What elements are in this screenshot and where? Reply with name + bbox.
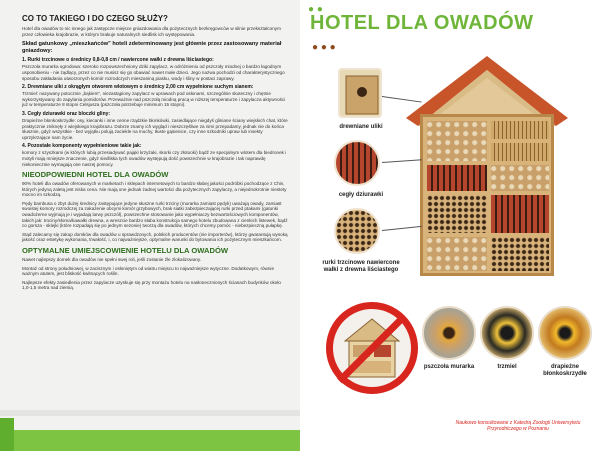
material-1-title: 1. Rurki trzcinowe o średnicy 0,8-0,8 cm / nawiercone wałki z drewna liściastego:: [22, 57, 214, 64]
bad-paragraph-1: 90% hoteli dla owadów oferowanych w marketach i sklepach internetowych to bardzo słabej jakości podróbki pochodzące z Chin, których jedyną zaletą jest niska cena. Nie mają one jednak żadnej wartości dla pożytecznych zapylaczy, a niejednokrotnie niestety mocno im szkodzą.: [22, 181, 287, 198]
heading-what-is-it: CO TO TAKIEGO I DO CZEGO SŁUŻY?: [22, 14, 168, 23]
green-stripe-bottom: [14, 430, 300, 451]
heading-placement: OPTYMALNE UMIEJSCOWIENIE HOTELU DLA OWADÓW: [22, 246, 229, 256]
info-text: [22, 14, 288, 294]
reeds-icon: [334, 208, 380, 254]
slats-compartment-2: [491, 143, 549, 161]
label-bricks: cegły dziurawki: [338, 192, 384, 198]
material-3-title: 3. Cegły dziurawki oraz bloczki gliny:: [22, 110, 111, 117]
illustration-panel: [300, 0, 600, 451]
material-4-text: komory z szyszkami (w których lubią przesiadywać pająki krzyżaki, skorki czy złotooki) bądź ze specjalnym wlotem dla biedronek i motyli mają mniejsze znaczenie, gdyż siedliska tych owadów występują dość powszechnie w krajobrazie i tak naprawdę niekoniecznie wymagają one naszej pomocy.: [22, 150, 287, 167]
scientific-credit: Naukowo konsultowane z Katedrą Zoologii Uniwersytetu Przyrodniczego w Poznaniu: [455, 420, 581, 432]
mason-bee-photo: [422, 306, 476, 360]
logs-compartment: [427, 121, 487, 161]
brick-compartment: [427, 165, 487, 191]
placement-paragraph-1: Nawet najlepszy domek dla owadów nie spełni swej roli, jeśli zostanie źle zlokalizowany.: [22, 257, 202, 263]
logs-compartment-3: [427, 237, 487, 271]
label-reeds: rurki trzcinowe nawiercone wałki z drewna liściastego: [322, 260, 400, 273]
logs-compartment-2: [491, 165, 549, 191]
material-3-text: Drapieżne błonkoskrzydłe: osy, kiecanki i inne cenne rządzkie błonkówki, zasiedlające niegdyś gliniane ściany wiejskich chat, które praktycznie zniknęły z wiejskiego krajobrazu. Dobrze znamy ich wygląd i nieszczęśliwe za nimi przepadamy, jednak nie do końca słusznie, gdyż wszystkie - bez wyjątku polują zaciekle na muchy, tłuste gąsienice, czy inne szkodniki upraw lub insekty uprzykrzające nam życie.: [22, 117, 288, 140]
material-2-title: 2. Drewniane ulki z okrągłym otworem wlotowym o średnicy 2,00 cm wypełnione suchym sianem:: [22, 84, 254, 91]
bad-paragraph-2: Pędy bambusa o zbyt dużej średnicy zastępujące jedyne słuszne rurki trzciny (murarka zamiast pędyk) uważają owady, zamiast swoistej komory rozrodczej za zakażenie obcymi komór grzybowych, brak siatki zabezpieczającej rurki przed ptakami (gatunki owadożerne wyjmują je i wyjadają larwy pszczół), powszechne stosowanie jako wypełniaczy bezwartościowych komponentów, takich jak: trociny/słoma/kawałki drewna, a wreszcie bardzo słaba konstrukcja samego hotelu zbudowana z cienkich listewek, bądź co gorsza - sklejki (które rozpadają się po jednym sezonie) tworzą dla owadów, których chcemy pomóc - niebezpieczną pułapkę.: [22, 200, 288, 229]
dots-decoration: ● ●: [308, 4, 323, 15]
label-wasp: drapieżne błonkoskrzydłe: [543, 364, 587, 377]
reeds-compartment: [427, 195, 487, 233]
bad-paragraph-3: Stąd zalecamy się zakup domków dla owadów u sprawdzonych, polskich producentów (nie importerów), którzy gwarantują wysoką jakość oraz estetykę wykonania, trwałość, i, co najważniejsze, optymalne warunki do bytowania ich pożytecznym mieszkańcom.: [22, 231, 288, 243]
page-title: HOTEL DLA OWADÓW: [310, 12, 534, 34]
materials-heading: Skład gatunkowy „mieszkańców" hoteli zdeterminowany jest głównie przez zastosowany materiał gniazdowy:: [22, 41, 282, 54]
hotel-body: [420, 114, 554, 276]
brick-icon: [334, 140, 380, 186]
label-bumblebee: trzmiel: [497, 364, 517, 370]
material-2-text: Trzmiel: nazywany potocznie „bąkiem", niezastąpiony zapylacz w uprawach pod osłonami, szczególnie skuteczny i chętnie wykorzystywany do zapylania pomidorów. Przeważnie nad pszczołą miodną pracą w niższej temperaturze i zapylacza aktywności już w temperaturze 8 stopni Celsjusza (pszczoła potrzebuje minimum 15 stopni).: [22, 91, 286, 108]
label-mason-bee: pszczoła murarka: [423, 364, 475, 370]
wasp-photo: [538, 306, 592, 360]
bumblebee-photo: [480, 306, 534, 360]
slats-compartment: [491, 121, 549, 139]
stripe-decoration: [0, 410, 300, 416]
intro-paragraph: Hotel dla owadów to nic innego jak zastępcze miejsce gniazdowania dla pożytecznych bezkręgowców w silnie przekształconym przez człowieka krajobrazie, w którym brakuje naturalnych siedlisk ich występowania.: [22, 26, 281, 37]
material-1-text: Pszczoła murarka ogrodowa: szeroko rozpowszechniony dziki zapylacz, w odróżnieniu od pszczoły miodnej o bardzo łagodnym usposobieniu - nie żądlący, przez co nie musisz się go obawiać nawet małe dzieci. Jego nazwa pochodzi od charakterystycznego sposobu zakładania utworzonych komór rozrodczych mieszaniną piasku, wody i śliny w postaci zaprawy.: [22, 64, 285, 81]
heading-bad-hotel: NIEODPOWIEDNI HOTEL DLA OWADÓW: [22, 170, 169, 180]
label-wooden-boxes: drewniane uliki: [339, 124, 383, 130]
insect-hotel-illustration: [412, 56, 562, 281]
dots-decoration-brown: ● ● ●: [312, 42, 336, 53]
green-stripe-left: [0, 418, 14, 451]
placement-paragraph-2: Montaż od strony południowej, w zacisznym i osłoniętym od wiatru miejscu to najważniejsze wytyczne. Dodatkowym, równie ważnym atutem, jest bliskość kwitnących roślin.: [22, 265, 274, 277]
reeds-compartment-2: [491, 237, 549, 271]
placement-paragraph-3: Najlepsze efekty zasiedlenia przez zapylacze uzyskuje się przy montażu hotelu na nasłonecznionych ścianach budynków około 1,0-1,5 metra nad ziemią.: [22, 279, 281, 291]
material-4-title: 4. Pozostałe komponenty wypełnieniowe takie jak:: [22, 143, 142, 150]
brick-compartment-2: [491, 195, 549, 233]
wooden-box-icon: [338, 68, 382, 118]
